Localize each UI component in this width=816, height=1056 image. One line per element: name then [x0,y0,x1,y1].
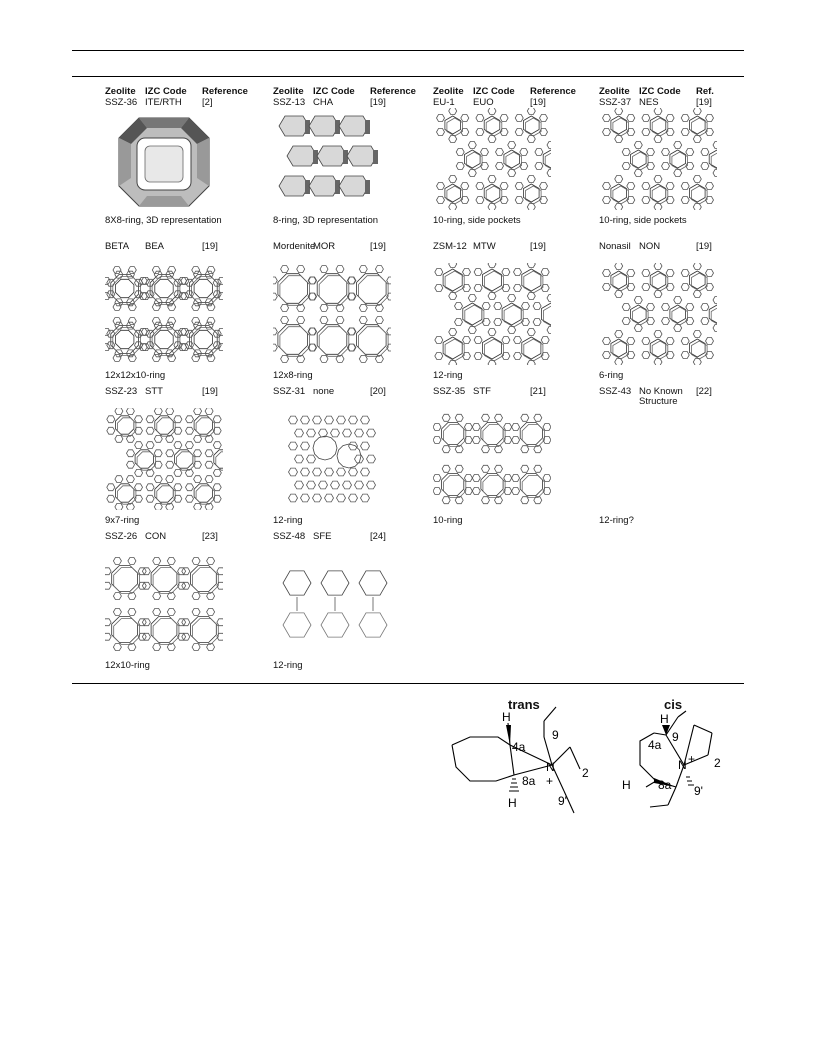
zeolite-entry [273,241,433,386]
reference: [19] [202,241,218,252]
trans-label-9p: 9' [558,794,567,808]
ring-caption: 10-ring, side pockets [599,215,687,226]
cis-label-n: N [678,758,687,772]
cage-icon [105,108,223,210]
zeolite-name: SSZ-13 [273,97,306,108]
zeolite-entry [433,386,593,531]
izc-code: BEA [145,241,165,252]
header-reference: Reference [202,86,248,97]
zeolite-name: SSZ-37 [599,97,632,108]
ring-caption: 12-ring? [599,515,634,526]
cis-h-top: H [660,712,669,726]
zeolite-name: SSZ-31 [273,386,306,397]
reference: [19] [202,386,218,397]
zeolite-name: ZSM-12 [433,241,467,252]
zeolite-name: SSZ-36 [105,97,138,108]
zeolite-entry [599,241,759,386]
zeolite-entry [433,241,593,386]
cis-label-2: 2 [714,756,721,770]
zeolite-entry [433,86,593,231]
zeolite-entry [105,531,265,676]
reference: [24] [370,531,386,542]
cis-h-left: H [622,778,631,792]
trans-label-2: 2 [582,766,589,780]
ring-caption: 12-ring [433,370,463,381]
zeolite-name: Nonasil [599,241,631,252]
trans-label-4a: 4a [512,740,526,754]
zeolite-name: Mordenite [273,241,316,252]
ring-caption: 6-ring [599,370,624,381]
sfe-framework-icon [273,553,391,655]
ring-caption: 12x12x10-ring [105,370,166,381]
header-zeolite: Zeolite [273,86,304,97]
izc-code: SFE [313,531,332,542]
reference: [21] [530,386,546,397]
reference: [23] [202,531,218,542]
zeolite-entry [105,86,265,231]
zeolite-entry [273,531,433,676]
trans-label-plus: + [546,774,554,788]
izc-code: NES [639,97,659,108]
zeolite-entry [273,86,433,231]
zeolite-entry [599,86,759,231]
reference: [19] [696,241,712,252]
cis-label-9p: 9' [694,784,703,798]
ring-caption: 12-ring [273,515,303,526]
ring-caption: 10-ring [433,515,463,526]
reference: [2] [202,97,213,108]
izc-code: No Known [639,386,683,397]
reference: [20] [370,386,386,397]
con-framework-icon [105,553,223,655]
zeolite-entry [599,386,759,531]
zeolite-name: SSZ-26 [105,531,138,542]
top-rule [72,50,744,51]
header-zeolite: Zeolite [105,86,136,97]
izc-code: MOR [313,241,336,252]
reference: [19] [696,97,712,108]
zeolite-name: EU-1 [433,97,455,108]
ring-caption: 12x8-ring [273,370,313,381]
trans-label-8a: 8a [522,774,536,788]
mtw-framework-icon [433,263,551,365]
cis-molecule [614,695,744,820]
reference: [22] [696,386,712,397]
cis-label-plus: + [688,752,696,766]
izc-code: NON [639,241,661,252]
cis-title: cis [664,697,683,712]
nes-framework-icon [599,108,717,210]
trans-h-bottom: H [508,796,517,810]
ring-caption: 10-ring, side pockets [433,215,521,226]
cis-label-8a: 8a [658,778,672,792]
cha-framework-icon [273,108,391,210]
header-izc-code: IZC Code [313,86,355,97]
ssz31-framework-icon [273,408,391,510]
non-framework-icon [599,263,717,365]
trans-structure-diagram [440,695,610,820]
izc-code: EUO [473,97,494,108]
header-zeolite: Zeolite [599,86,630,97]
izc-code: ITE/RTH [145,97,182,108]
trans-label-n: N [546,760,555,774]
izc-code: CHA [313,97,334,108]
trans-molecule [440,695,610,820]
header-izc-code: IZC Code [145,86,187,97]
header-reference: Reference [370,86,416,97]
ring-caption: 8-ring, 3D representation [273,215,379,226]
zeolite-name: SSZ-43 [599,386,632,397]
cis-label-9: 9 [672,730,679,744]
reference: [19] [370,97,386,108]
table-bottom-rule [72,683,744,684]
header-reference: Ref. [696,86,714,97]
zeolite-name: SSZ-23 [105,386,138,397]
header-izc-code: IZC Code [473,86,515,97]
zeolite-name: SSZ-35 [433,386,466,397]
reference: [19] [530,241,546,252]
zeolite-entry [105,386,265,531]
ring-caption: 9x7-ring [105,515,140,526]
izc-code: STF [473,386,491,397]
trans-h-top: H [502,710,511,724]
zeolite-entry [105,241,265,386]
izc-code: CON [145,531,167,542]
zeolite-name: BETA [105,241,130,252]
ring-caption: 12-ring [273,660,303,671]
izc-code: MTW [473,241,496,252]
trans-label-9: 9 [552,728,559,742]
stt-framework-icon [105,408,223,510]
izc-code-line2: Structure [639,396,678,407]
table-top-rule [72,76,744,77]
izc-code: none [313,386,335,397]
trans-title: trans [508,697,540,712]
reference: [19] [530,97,546,108]
stf-framework-icon [433,408,551,510]
zeolite-entry [273,386,433,531]
zeolite-name: SSZ-48 [273,531,306,542]
euo-framework-icon [433,108,551,210]
cis-label-4a: 4a [648,738,662,752]
ring-caption: 8X8-ring, 3D representation [105,215,222,226]
izc-code: STT [145,386,163,397]
header-zeolite: Zeolite [433,86,464,97]
ring-caption: 12x10-ring [105,660,150,671]
mor-framework-icon [273,263,391,365]
header-reference: Reference [530,86,576,97]
header-izc-code: IZC Code [639,86,681,97]
cis-structure-diagram [614,695,744,820]
bea-framework-icon [105,263,223,365]
reference: [19] [370,241,386,252]
